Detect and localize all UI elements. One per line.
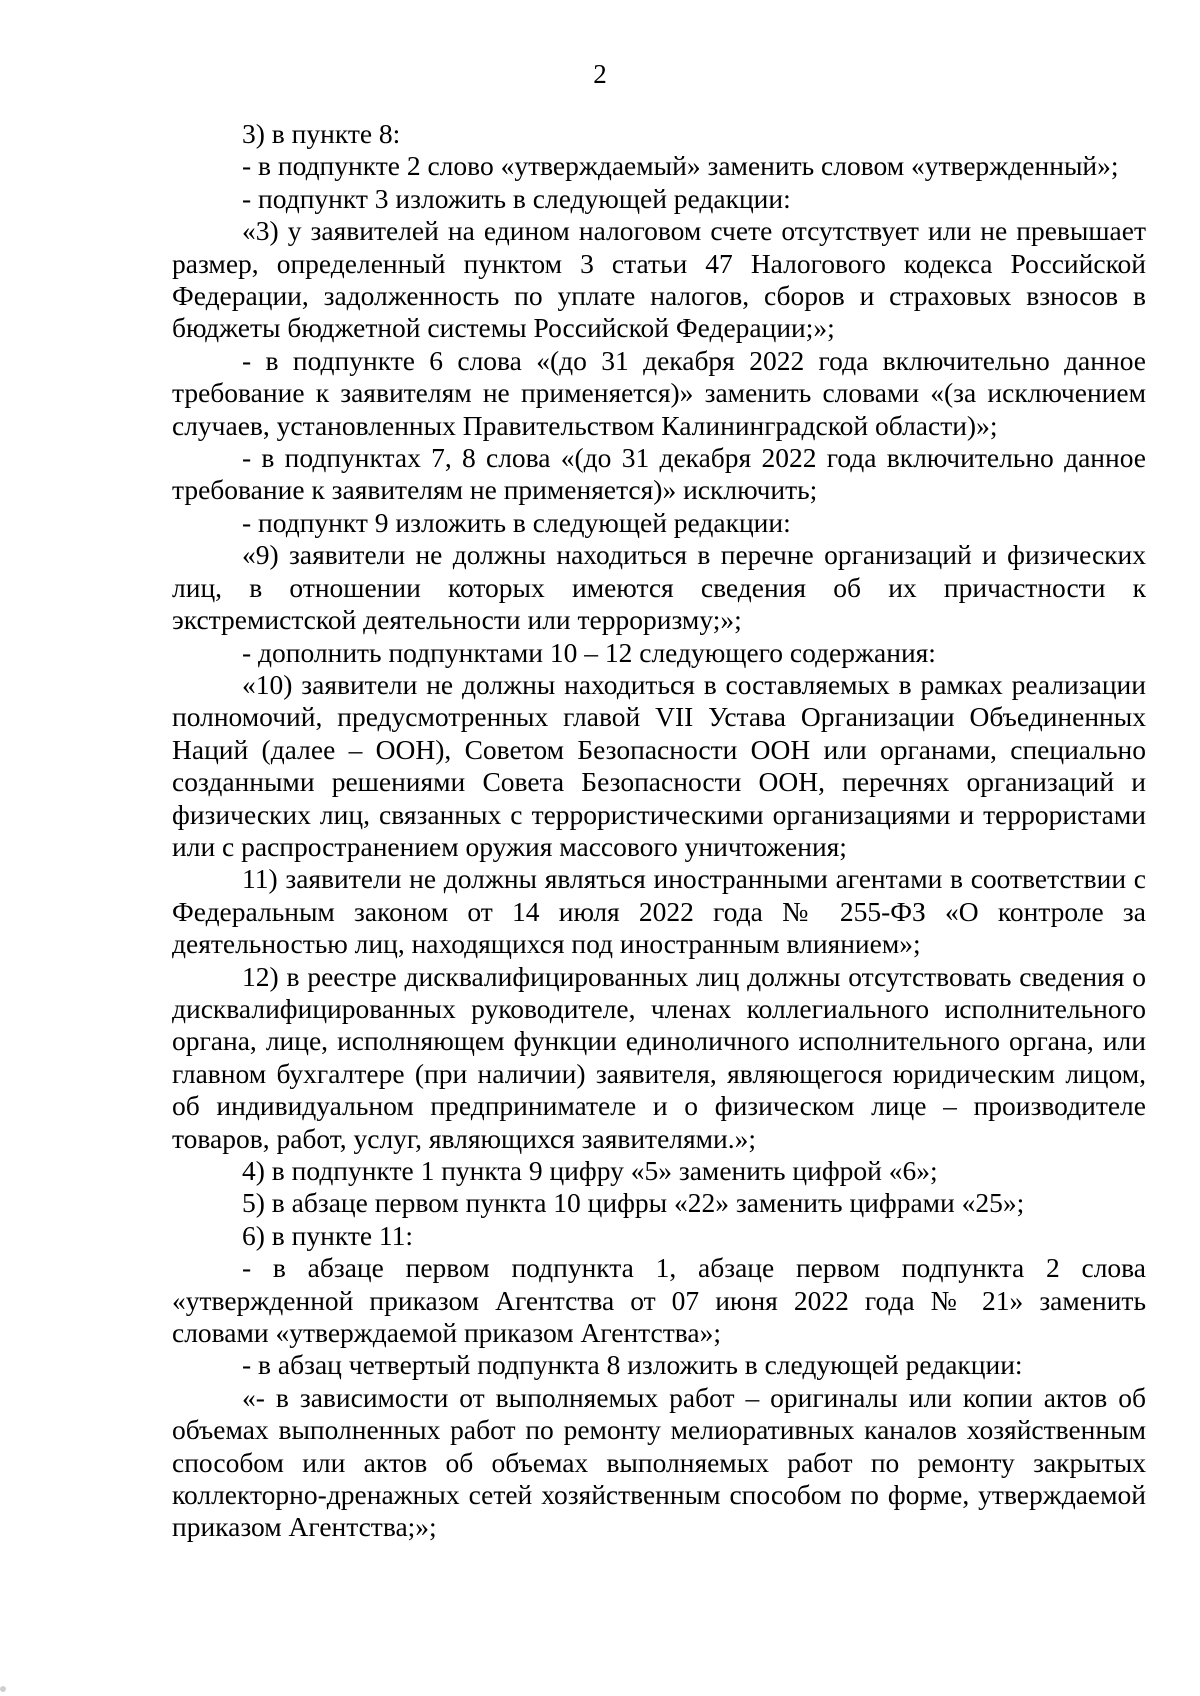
paragraph-item-6: 6) в пункте 11: xyxy=(242,1219,414,1251)
paragraph-subitem-2-replace: - в подпункте 2 слово «утверждаемый» заменить словом «утвержденный»; xyxy=(242,150,1119,182)
paragraph-subitem-9-intro: - подпункт 9 изложить в следующей редакции: xyxy=(242,506,791,538)
paragraph-item-5: 5) в абзаце первом пункта 10 цифры «22» заменить цифрами «25»; xyxy=(242,1187,1025,1219)
paragraph-item-6-subitem-8-intro: - в абзац четвертый подпункта 8 изложить в следующей редакции: xyxy=(242,1349,1023,1381)
paragraph-item-6-subitem-8-text: «- в зависимости от выполняемых работ – оригиналы или копии актов об объемах выполненных работ по ремонту мелиоративных каналов хозяйственным способом или актов об объемах выполняемых работ по ремонту закрытых коллекторно-дренажных сетей хозяйственным способом по форме, утверждаемой приказом Агентства;»; xyxy=(172,1381,1146,1543)
paragraph-subitem-12-text: 12) в реестре дисквалифицированных лиц должны отсутствовать сведения о дисквалифицированных руководителе, членах коллегиального исполнительного органа, лице, исполняющем функции единоличного исполнительного органа, или главном бухгалтере (при наличии) заявителя, являющегося юридическим лицом, об индивидуальном предпринимателе и о физическом лице – производителе товаров, работ, услуг, являющихся заявителями.»; xyxy=(172,960,1146,1154)
scan-speck xyxy=(0,1686,6,1692)
paragraph-subitem-10-text: «10) заявители не должны находиться в составляемых в рамках реализации полномочий, предусмотренных главой VII Устава Организации Объединенных Наций (далее – ООН), Советом Безопасности ООН или органами, специально созданными решениями Совета Безопасности ООН, перечнях организаций и физических лиц, связанных с террористическими организациями и террористами или с распространением оружия массового уничтожения; xyxy=(172,668,1146,862)
paragraph-item-3: 3) в пункте 8: xyxy=(242,118,401,149)
paragraph-subitem-6-replace: - в подпункте 6 слова «(до 31 декабря 2022 года включительно данное требование к заявителям не применяется)» заменить словами «(за исключением случаев, установленных Правительством Калининградской области)»; xyxy=(172,344,1146,441)
paragraph-subitem-3-intro: - подпункт 3 изложить в следующей редакции: xyxy=(242,182,791,214)
page-number: 2 xyxy=(593,59,607,89)
document-body xyxy=(172,118,1146,1544)
paragraph-item-4: 4) в подпункте 1 пункта 9 цифру «5» заменить цифрой «6»; xyxy=(242,1155,938,1186)
paragraph-subitem-11-text: 11) заявители не должны являться иностранными агентами в соответствии с Федеральным законом от 14 июля 2022 года № 255-ФЗ «О контроле за деятельностью лиц, находящихся под иностранным влиянием»; xyxy=(172,863,1146,960)
paragraph-item-6-subitems-1-2: - в абзаце первом подпункта 1, абзаце первом подпункта 2 слова «утвержденной приказом Агентства от 07 июня 2022 года № 21» заменить словами «утверждаемой приказом Агентства»; xyxy=(172,1252,1146,1349)
paragraph-subitems-10-12-intro: - дополнить подпунктами 10 – 12 следующего содержания: xyxy=(242,636,936,668)
paragraph-subitem-3-text: «3) у заявителей на едином налоговом счете отсутствует или не превышает размер, определенный пунктом 3 статьи 47 Налогового кодекса Российской Федерации, задолженность по уплате налогов, сборов и страховых взносов в бюджеты бюджетной системы Российской Федерации;»; xyxy=(172,215,1146,344)
paragraph-subitems-7-8-exclude: - в подпунктах 7, 8 слова «(до 31 декабря 2022 года включительно данное требование к заявителям не применяется)» исключить; xyxy=(172,442,1146,506)
paragraph-subitem-9-text: «9) заявители не должны находиться в перечне организаций и физических лиц, в отношении которых имеются сведения об их причастности к экстремистской деятельности или терроризму;»; xyxy=(172,539,1146,636)
